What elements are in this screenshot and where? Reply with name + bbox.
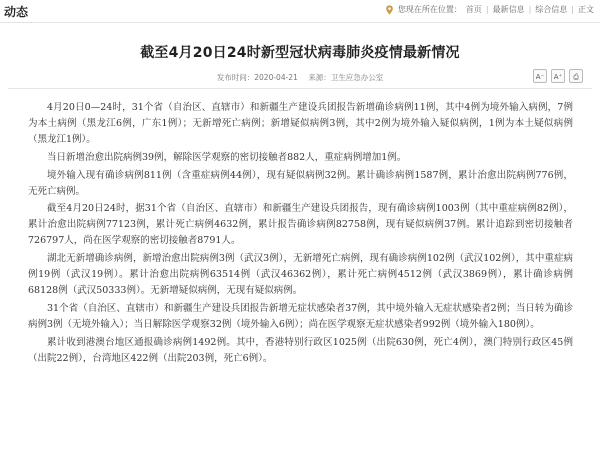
article-title: 截至4月20日24时新型冠状病毒肺炎疫情最新情况 xyxy=(140,45,460,61)
paragraph-asymptomatic: 31个省（自治区、直辖市）和新疆生产建设兵团报告新增无症状感染者37例，其中境外输入无症状感染者2例；当日转为确诊病例3例（无境外输入）；当日解除医学观察32例（境外输入6例）；尚在医学观察无症状感染者992例（境外输入180例）。 xyxy=(28,302,573,330)
top-bar xyxy=(0,0,600,23)
publish-date: 发布时间：2020-04-21 xyxy=(216,73,298,82)
location-prefix: 您现在所在位置： xyxy=(397,5,462,14)
breadcrumb-latest-link[interactable]: 最新信息 xyxy=(492,5,525,14)
breadcrumb-home-link[interactable]: 首页 xyxy=(465,5,482,14)
breadcrumb-separator: | xyxy=(485,5,489,14)
paragraph-cumulative: 截至4月20日24时，据31个省（自治区、直辖市）和新疆生产建设兵团报告，现有确诊病例1003例（其中重症病例82例），累计治愈出院病例77123例，累计死亡病例4632例，累计报告确诊病例82758例，现有疑似病例37例。累计追踪到密切接触者726797人，尚在医学观察的密切接触者8791人。 xyxy=(28,203,573,247)
article-source: 来源：卫生应急办公室 xyxy=(308,73,384,82)
section-title: 动态 xyxy=(4,5,29,19)
breadcrumb xyxy=(385,4,594,15)
breadcrumb-separator: | xyxy=(571,5,574,14)
location-pin-icon xyxy=(385,5,394,15)
paragraph-hk-macao-taiwan: 累计收到港澳台地区通报确诊病例1492例。其中，香港特别行政区1025例（出院630例，死亡4例），澳门特别行政区45例（出院22例），台湾地区422例（出院203例，死亡6例）。 xyxy=(28,336,573,364)
font-decrease-button[interactable]: A⁻ xyxy=(533,69,547,83)
breadcrumb-current: 正文 xyxy=(578,5,594,14)
article-body xyxy=(28,100,573,369)
paragraph-recovered: 当日新增治愈出院病例39例，解除医学观察的密切接触者882人，重症病例增加1例。 xyxy=(47,151,407,163)
article-tools xyxy=(533,69,583,83)
breadcrumb-general-link[interactable]: 综合信息 xyxy=(535,5,568,14)
paragraph-imported: 境外输入现有确诊病例811例（含重症病例44例），现有疑似病例32例。累计确诊病例1587例，累计治愈出院病例776例，无死亡病例。 xyxy=(28,169,573,197)
article-meta xyxy=(0,72,600,83)
paragraph-hubei: 湖北无新增确诊病例，新增治愈出院病例3例（武汉3例），无新增死亡病例，现有确诊病例102例（武汉102例），其中重症病例19例（武汉19例）。累计治愈出院病例63514例（武汉46362例），累计死亡病例4512例（武汉3869例），累计确诊病例68128例（武汉50333例）。无新增疑似病例，无现有疑似病例。 xyxy=(28,253,573,296)
font-increase-button[interactable]: A⁺ xyxy=(551,69,565,83)
breadcrumb-separator: | xyxy=(528,5,532,14)
divider xyxy=(8,88,592,89)
print-icon[interactable]: ⎙ xyxy=(569,69,583,83)
paragraph-daily-new: 4月20日0—24时，31个省（自治区、直辖市）和新疆生产建设兵团报告新增确诊病例11例，其中4例为境外输入病例，7例为本土病例（黑龙江6例，广东1例）；无新增死亡病例；新增疑似病例3例，其中2例为境外输入疑似病例，1例为本土疑似病例（黑龙江1例）。 xyxy=(28,102,573,145)
